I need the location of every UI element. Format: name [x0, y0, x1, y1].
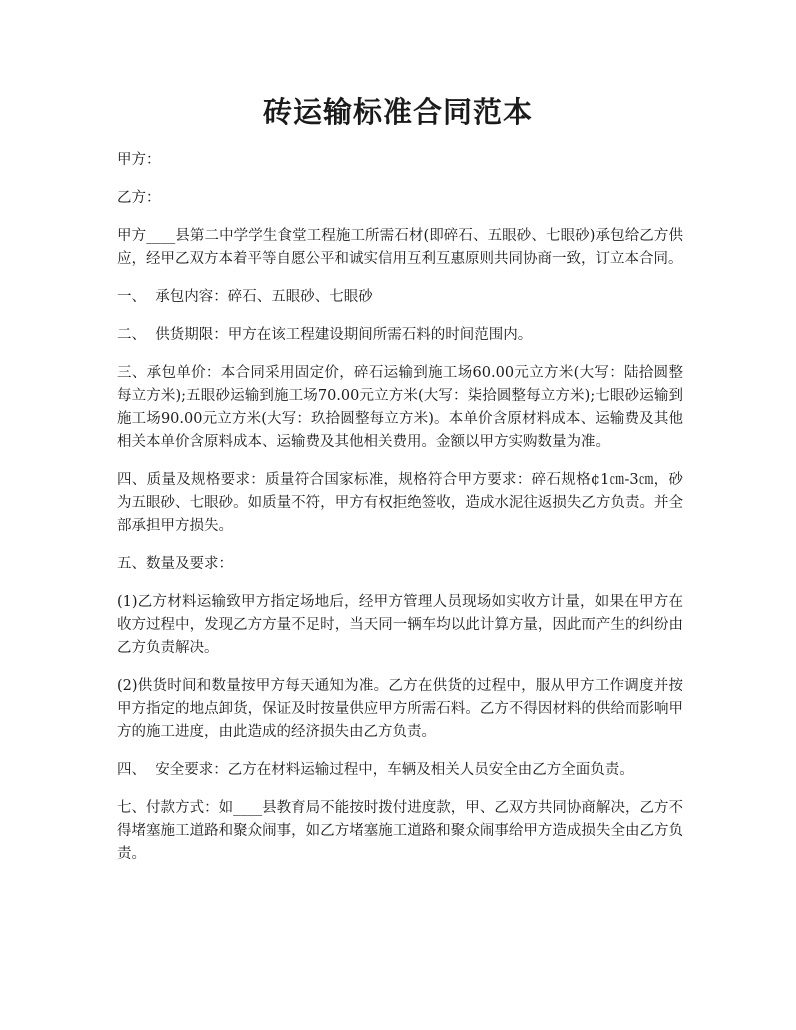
clause-quantity-item-2: (2)供货时间和数量按甲方每天通知为准。乙方在供货的过程中，服从甲方工作调度并按甲方指定的地点卸货，保证及时按量供应甲方所需石料。乙方不得因材料的供给而影响甲方的施工进度，由此造成的经济损失由乙方负责。: [117, 678, 683, 740]
document-body: [117, 149, 683, 881]
party-b-line: 乙方：: [117, 190, 161, 206]
clause-quality-spec: 四、质量及规格要求：质量符合国家标准，规格符合甲方要求：碎石规格¢1㎝-3㎝，砂为五眼砂、七眼砂。如质量不符，甲方有权拒绝签收，造成水泥往返损失乙方负责。并全部承担甲方损失。: [117, 472, 683, 534]
clause-quantity-item-1: (1)乙方材料运输致甲方指定场地后，经甲方管理人员现场如实收方计量，如果在甲方在收方过程中，发现乙方方量不足时，当天同一辆车均以此计算方量，因此而产生的纠纷由乙方负责解决。: [117, 594, 683, 656]
clause-unit-price: 三、承包单价：本合同采用固定价，碎石运输到施工场60.00元立方米(大写：陆拾圆整每立方米);五眼砂运输到施工场70.00元立方米(大写：柒拾圆整每立方米);七眼砂运输到施工场90.00元立方米(大写：玖拾圆整每立方米)。本单价含原材料成本、运输费及其他相关本单价含原料成本、运输费及其他相关费用。金额以甲方实购数量为准。: [117, 365, 683, 450]
preamble-paragraph: 甲方____县第二中学学生食堂工程施工所需石材(即碎石、五眼砂、七眼砂)承包给乙方供应，经甲乙双方本着平等自愿公平和诚实信用互利互惠原则共同协商一致，订立本合同。: [117, 228, 683, 267]
party-a-line: 甲方：: [117, 152, 161, 168]
clause-safety: 四、 安全要求：乙方在材料运输过程中，车辆及相关人员安全由乙方全面负责。: [117, 762, 634, 778]
clause-contract-content: 一、 承包内容：碎石、五眼砂、七眼砂: [117, 289, 373, 305]
clause-payment: 七、付款方式：如____县教育局不能按时拨付进度款，甲、乙双方共同协商解决，乙方不得堵塞施工道路和聚众闹事，如乙方堵塞施工道路和聚众闹事给甲方造成损失全由乙方负责。: [117, 800, 683, 862]
document-title: 砖运输标准合同范本: [262, 95, 533, 129]
clause-supply-period: 二、 供货期限：甲方在该工程建设期间所需石料的时间范围内。: [117, 327, 533, 343]
clause-quantity-heading: 五、数量及要求：: [117, 556, 233, 572]
